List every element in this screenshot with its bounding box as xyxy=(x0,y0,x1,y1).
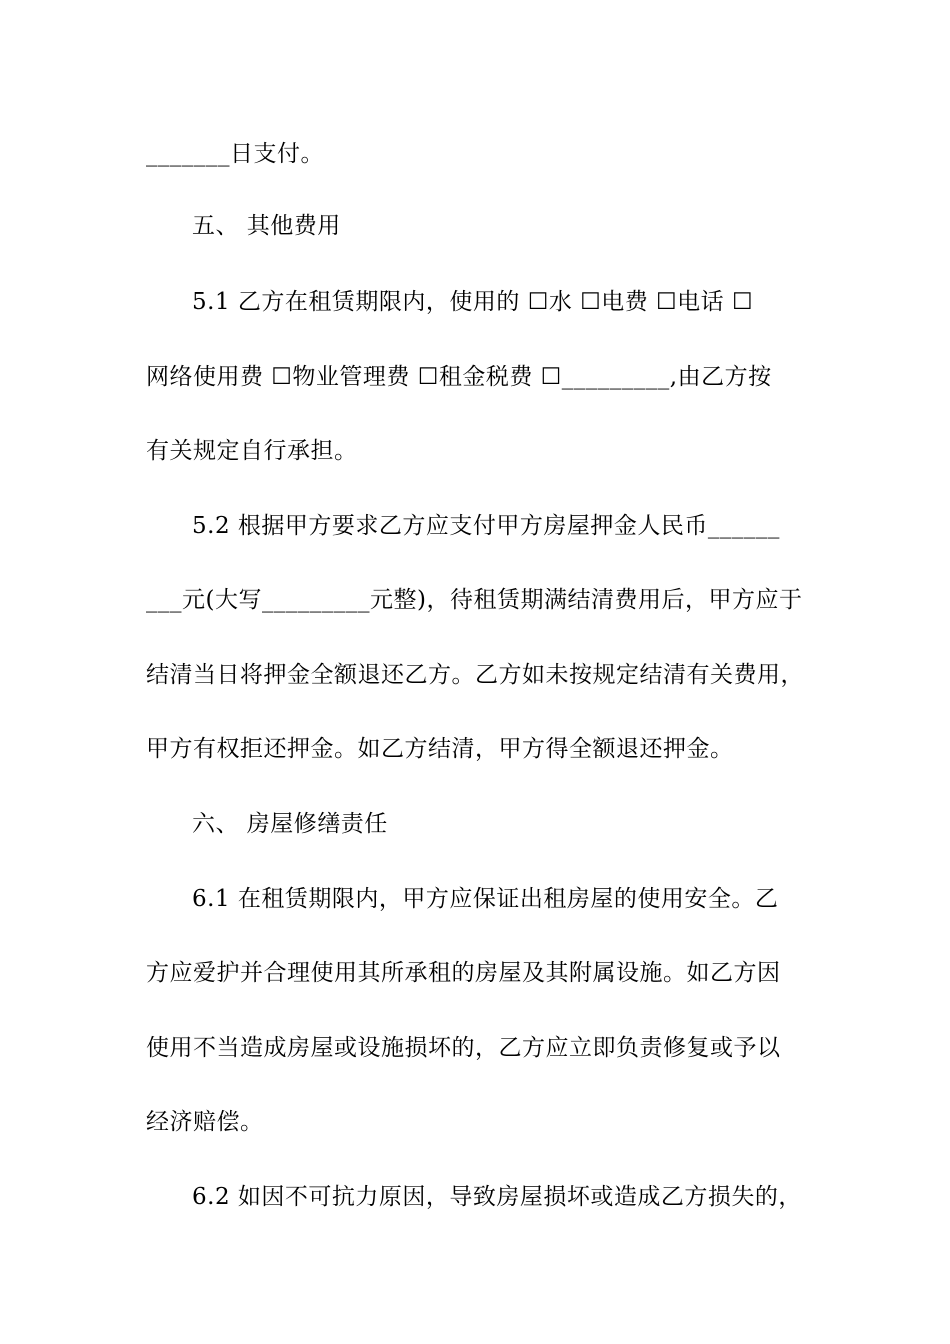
section-heading-repair-responsibility: 六、 房屋修缮责任 xyxy=(192,811,388,837)
clause-6-1-line-3: 使用不当造成房屋或设施损坏的，乙方应立即负责修复或予以 xyxy=(146,1035,781,1061)
clause-5-2-line-1: 5.2 根据甲方要求乙方应支付甲方房屋押金人民币______ xyxy=(192,513,780,539)
clause-6-1-line-1: 6.1 在租赁期限内，甲方应保证出租房屋的使用安全。乙 xyxy=(192,886,779,912)
text-line-payment-day: _______日支付。 xyxy=(146,141,324,167)
clause-6-1-line-4: 经济赔偿。 xyxy=(146,1109,264,1135)
clause-5-1-line-1: 5.1 乙方在租赁期限内，使用的 ☐水 ☐电费 ☐电话 ☐ xyxy=(192,289,754,315)
clause-5-1-line-2: 网络使用费 ☐物业管理费 ☐租金税费 ☐_________,由乙方按 xyxy=(146,364,772,390)
clause-5-2-line-4: 甲方有权拒还押金。如乙方结清，甲方得全额退还押金。 xyxy=(146,736,734,762)
section-heading-other-fees: 五、 其他费用 xyxy=(192,213,341,239)
clause-5-2-line-3: 结清当日将押金全额退还乙方。乙方如未按规定结清有关费用， xyxy=(146,662,804,688)
clause-5-1-line-3: 有关规定自行承担。 xyxy=(146,438,358,464)
clause-5-2-line-2: ___元(大写_________元整)，待租赁期满结清费用后，甲方应于 xyxy=(146,587,803,613)
clause-6-1-line-2: 方应爱护并合理使用其所承租的房屋及其附属设施。如乙方因 xyxy=(146,960,781,986)
clause-6-2-line-1: 6.2 如因不可抗力原因，导致房屋损坏或造成乙方损失的， xyxy=(192,1184,802,1210)
